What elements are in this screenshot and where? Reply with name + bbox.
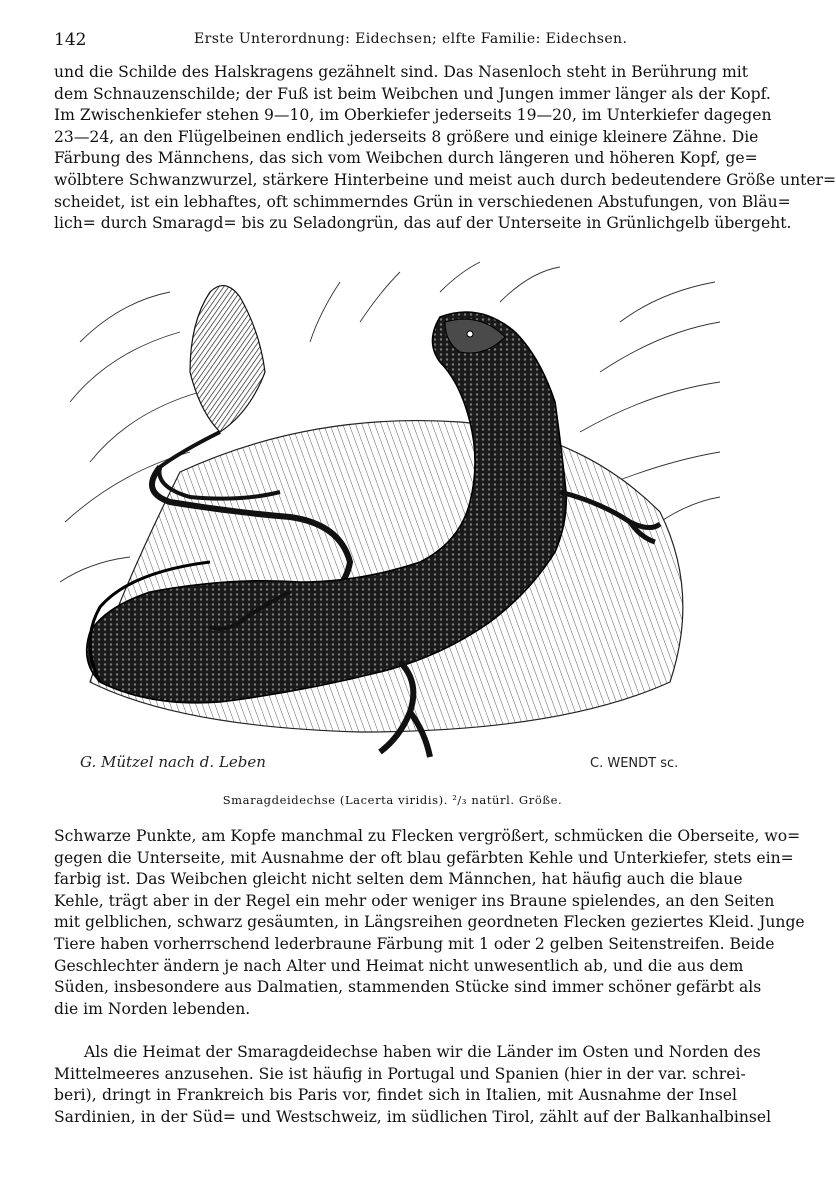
engraver-signature: C. WENDT sc. bbox=[590, 756, 679, 771]
paragraph-1 bbox=[54, 62, 836, 235]
text-line: die im Norden lebenden. bbox=[54, 999, 251, 1018]
text-line: Schwarze Punkte, am Kopfe manchmal zu Flecken vergrößert, schmücken die Oberseite, wo= bbox=[54, 827, 801, 845]
figure-caption: Smaragdeidechse (Lacerta viridis). ²/₃ natürl. Größe. bbox=[222, 793, 563, 807]
text-line: Kehle, trägt aber in der Regel ein mehr oder weniger ins Braune spielendes, an den Seiten bbox=[54, 891, 775, 910]
text-line: farbig ist. Das Weibchen gleicht nicht selten dem Männchen, hat häufig auch die blaue bbox=[54, 870, 743, 889]
text-line: lich= durch Smaragd= bis zu Seladongrün, das auf der Unterseite in Grünlichgelb übergeht. bbox=[54, 214, 792, 233]
text-line: mit gelblichen, schwarz gesäumten, in Längsreihen geordneten Flecken geziertes Kleid. Junge bbox=[54, 913, 805, 932]
paragraph-3 bbox=[54, 1042, 772, 1128]
text-line: Färbung des Männchens, das sich vom Weibchen durch längeren und höheren Kopf, ge= bbox=[54, 149, 758, 168]
text-line: Süden, insbesondere aus Dalmatien, stammenden Stücke sind immer schöner gefärbt als bbox=[54, 978, 762, 997]
text-line: Geschlechter ändern je nach Alter und Heimat nicht unwesentlich ab, und die aus dem bbox=[54, 956, 744, 975]
text-line: Im Zwischenkiefer stehen 9—10, im Oberkiefer jederseits 19—20, im Unterkiefer dagegen bbox=[54, 106, 772, 125]
page-number: 142 bbox=[54, 30, 87, 50]
text-line: beri), dringt in Frankreich bis Paris vor, findet sich in Italien, mit Ausnahme der Insel bbox=[54, 1086, 737, 1105]
text-line: wölbtere Schwanzwurzel, stärkere Hinterbeine und meist auch durch bedeutendere Größe unter= bbox=[54, 170, 836, 189]
text-line: scheidet, ist ein lebhaftes, oft schimmerndes Grün in verschiedenen Abstufungen, von Bläu= bbox=[54, 192, 791, 211]
page-header bbox=[54, 30, 735, 52]
text-line: 23—24, an den Flügelbeinen endlich jederseits 8 größere und einige kleinere Zähne. Die bbox=[54, 127, 759, 146]
text-line: dem Schnauzenschilde; der Fuß ist beim Weibchen und Jungen immer länger als der Kopf. bbox=[54, 84, 771, 103]
text-line: Sardinien, in der Süd= und Westschweiz, im südlichen Tirol, zählt auf der Balkanhalbinsel bbox=[54, 1107, 772, 1126]
text-line: Tiere haben vorherrschend lederbraune Färbung mit 1 oder 2 gelben Seitenstreifen. Beide bbox=[54, 934, 775, 953]
text-line: Mittelmeeres anzusehen. Sie ist häufig in Portugal und Spanien (hier in der var. schrei- bbox=[54, 1064, 746, 1083]
artist-signature: G. Mützel nach d. Leben bbox=[80, 753, 266, 771]
running-head: Erste Unterordnung: Eidechsen; elfte Familie: Eidechsen. bbox=[194, 31, 628, 47]
text-line: gegen die Unterseite, mit Ausnahme der oft blau gefärbten Kehle und Unterkiefer, stets ein= bbox=[54, 848, 794, 867]
paragraph-2 bbox=[54, 826, 805, 1020]
text-line: Als die Heimat der Smaragdeidechse haben wir die Länder im Osten und Norden des bbox=[84, 1043, 761, 1061]
text-line: und die Schilde des Halskragens gezähnelt sind. Das Nasenloch steht in Berührung mit bbox=[54, 63, 749, 81]
lizard-engraving bbox=[60, 262, 724, 782]
